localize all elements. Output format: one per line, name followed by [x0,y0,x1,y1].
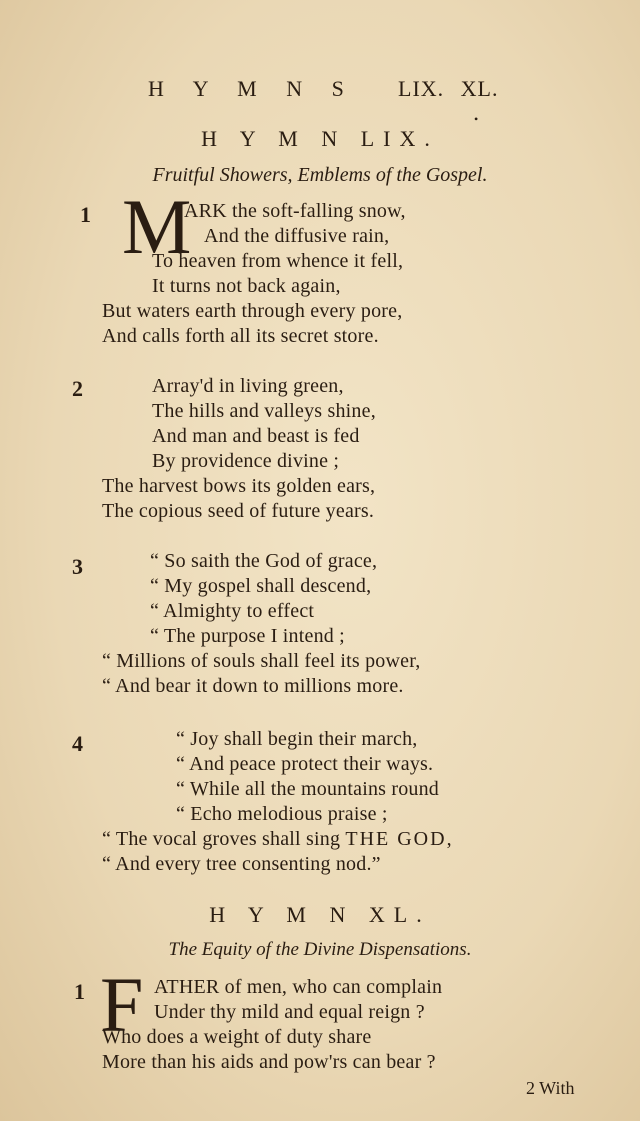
verse-line: By providence divine ; [152,450,340,472]
verse-line: Under thy mild and equal reign ? [154,1001,425,1023]
hymn-59-title: H Y M N LIX. [201,126,439,151]
stanza-number: 3 [72,554,83,579]
verse-line: ATHER of men, who can complain [154,976,443,998]
verse-line: To heaven from whence it fell, [152,250,404,272]
verse-line: “ So saith the God of grace, [150,550,378,572]
running-head-left: H Y M N S [148,76,345,101]
stanza-number: 4 [72,731,83,756]
stanza-number: 1 [80,202,91,227]
ink-speck: • [474,112,479,126]
verse-line: It turns not back again, [152,275,341,297]
verse-line: And the diffusive rain, [204,225,390,247]
stanza-number: 2 [72,376,83,401]
catchword: 2 With [526,1078,575,1098]
drop-cap: F [100,961,144,1048]
small-caps-phrase: THE GOD, [345,828,454,850]
verse-line: “ Joy shall begin their march, [176,728,418,750]
verse-line: “ While all the mountains round [176,778,439,800]
hymn-40-title: H Y M N XL. [209,902,431,927]
verse-line: The hills and valleys shine, [152,400,376,422]
verse-line: “ Almighty to effect [150,600,315,622]
verse-line: The copious seed of future years. [102,500,375,522]
drop-cap: M [122,183,192,270]
verse-line: More than his aids and pow'rs can bear ? [102,1051,436,1073]
verse-line: “ Millions of souls shall feel its power, [102,650,421,672]
verse-line: “ Echo melodious praise ; [176,803,388,825]
verse-line: “ And peace protect their ways. [176,753,434,775]
hymn-59-subtitle: Fruitful Showers, Emblems of the Gospel. [152,164,488,186]
verse-line: Array'd in living green, [152,375,344,397]
stanza-number: 1 [74,979,85,1004]
verse-line: The harvest bows its golden ears, [102,475,376,497]
verse-line: “ The purpose I intend ; [150,625,345,647]
verse-line: “ My gospel shall descend, [150,575,372,597]
running-head-right: LIX. XL. [398,76,499,101]
verse-line: “ And every tree consenting nod.” [102,853,381,875]
verse-line-text: “ The vocal groves shall sing [102,828,341,850]
verse-line: ARK the soft-falling snow, [184,200,406,222]
verse-line: But waters earth through every pore, [102,300,403,322]
hymn-40-subtitle: The Equity of the Divine Dispensations. [168,939,472,960]
verse-line: “ And bear it down to millions more. [102,675,404,697]
verse-line [102,828,454,851]
verse-line: And man and beast is fed [152,425,360,447]
verse-line: And calls forth all its secret store. [102,325,379,347]
verse-line: Who does a weight of duty share [102,1026,372,1048]
